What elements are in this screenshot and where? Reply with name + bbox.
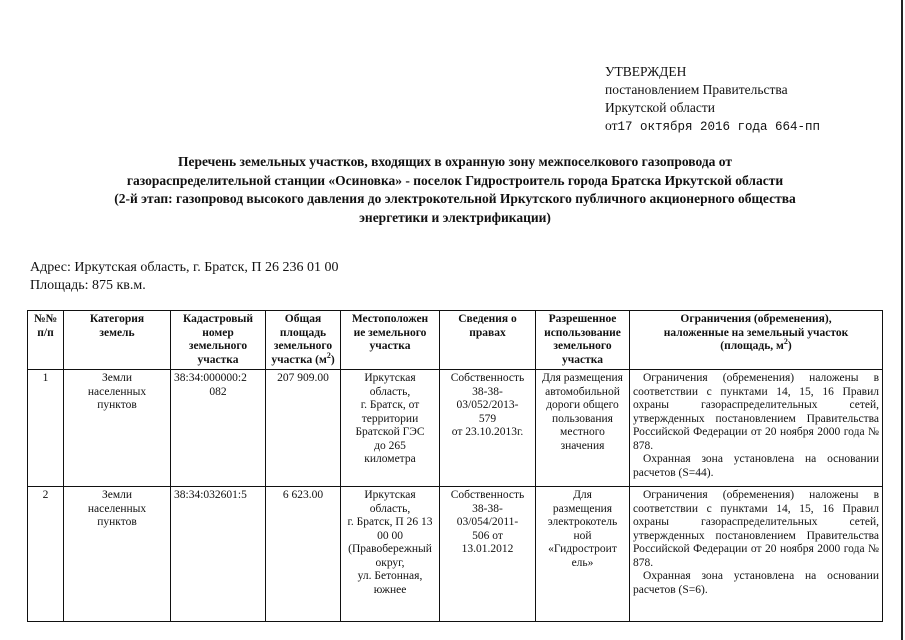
- header-location: [341, 311, 440, 370]
- restriction-text: Ограничения (обременения) наложены в соответствии с пунктами 14, 15, 16 Правил охраны газораспределительных сетей, утвержденных постановлением Правительства Российской Федерации от 20 ноября 2000 года № 878.: [633, 372, 879, 452]
- approval-date: [605, 117, 820, 136]
- restriction-text: Ограничения (обременения) наложены в соответствии с пунктами 14, 15, 16 Правил охраны газораспределительных сетей, утвержденных постановлением Правительства Российской Федерации от 20 ноября 2000 года № 878.: [633, 489, 879, 569]
- cell-line: 00 00: [377, 529, 403, 542]
- header-sup: 2: [783, 337, 788, 347]
- page-edge-line: [901, 0, 903, 640]
- cell-restrictions: [630, 487, 883, 622]
- cell-line: «Гидростроит: [548, 543, 617, 555]
- cell-line: Для: [573, 489, 592, 501]
- table-row: [28, 487, 883, 622]
- header-text: ): [787, 340, 792, 352]
- cell-cadastral: [171, 487, 266, 622]
- cell-line: Собственность: [450, 372, 525, 384]
- address-text: Адрес: Иркутская область, г. Братск, П 26 236 01 00: [30, 260, 339, 275]
- cell-line: пунктов: [97, 516, 137, 528]
- header-line: правах: [469, 326, 506, 339]
- header-line: номер: [202, 326, 234, 339]
- header-category: [64, 311, 171, 370]
- cell-line: область,: [369, 385, 411, 398]
- cell-line: размещения: [552, 502, 613, 515]
- header-line: земельного: [188, 340, 248, 352]
- header-line: Сведения о: [458, 313, 517, 325]
- cell-line: пунктов: [97, 399, 137, 411]
- header-line: п/п: [37, 326, 54, 339]
- cell-location: [341, 487, 440, 622]
- cell-line: ель»: [571, 556, 594, 569]
- title-line: (2-й этап: газопровод высокого давления до электрокотельной Иркутского публичного акционерного общества: [114, 191, 796, 206]
- cell-line: электрокотель: [547, 516, 618, 528]
- header-rights: [440, 311, 536, 370]
- cell-line: от 23.10.2013г.: [451, 426, 524, 438]
- cell-line: пользования: [552, 412, 613, 425]
- cell-line: 03/052/2013-: [456, 399, 519, 411]
- header-use: [536, 311, 630, 370]
- header-line: Общая: [284, 313, 322, 325]
- approval-line: Иркутской области: [605, 100, 716, 115]
- cell-line: Собственность: [450, 489, 525, 501]
- cell-line: местного: [560, 426, 605, 438]
- cell-line: ул. Бетонная,: [357, 570, 423, 582]
- parcels-table: [27, 310, 883, 622]
- area-text: Площадь: 875 кв.м.: [30, 278, 146, 293]
- cell-use: [536, 370, 630, 487]
- cell-line: значения: [560, 439, 605, 452]
- cell-area: 6 623.00: [266, 487, 341, 622]
- header-line-unit: [269, 350, 337, 368]
- title-line: Перечень земельных участков, входящих в охранную зону межпоселкового газопровода от: [177, 154, 732, 169]
- cell-line: 38-38-: [472, 502, 503, 515]
- cell-category: [64, 370, 171, 487]
- header-line: Ограничения (обременения),: [680, 313, 832, 325]
- cell-line: Для размещения: [542, 372, 623, 384]
- cell-line: Иркутская: [364, 372, 416, 384]
- cell-line: 38:34:032601:5: [174, 489, 247, 501]
- table-row: [28, 370, 883, 487]
- cell-line: 38-38-: [472, 385, 503, 398]
- approval-date-prefix: от: [605, 118, 618, 133]
- header-line: наложенные на земельный участок: [663, 326, 849, 339]
- cell-rights: [440, 370, 536, 487]
- header-sup: 2: [326, 350, 331, 360]
- cell-line: территории: [361, 412, 419, 425]
- cell-line: область,: [369, 502, 411, 515]
- cell-category: [64, 487, 171, 622]
- approval-date-value: 17 октября 2016 года 664-пп: [617, 120, 821, 134]
- cell-line: до 265: [374, 439, 406, 452]
- cell-line: ной: [573, 529, 592, 542]
- cell-restrictions: [630, 370, 883, 487]
- approval-block: [605, 63, 820, 136]
- cell-line: 506 от: [472, 529, 503, 542]
- document-title: [40, 153, 870, 227]
- header-line: участка: [562, 353, 603, 366]
- header-area: [266, 311, 341, 370]
- cell-use: [536, 487, 630, 622]
- cell-line: г. Братск, П 26 13: [347, 516, 433, 528]
- restriction-zone: Охранная зона установлена на основании расчетов (S=44).: [633, 453, 879, 479]
- cell-line: Земли: [101, 372, 133, 384]
- cell-line: автомобильной: [545, 385, 620, 398]
- cell-line: населенных: [87, 385, 147, 398]
- restriction-zone: Охранная зона установлена на основании расчетов (S=6).: [633, 570, 879, 596]
- cell-line: округ,: [375, 556, 405, 569]
- title-line: газораспределительной станции «Осиновка» - поселок Гидростроитель города Братска Иркутской области: [126, 172, 784, 188]
- header-line: Разрешенное: [548, 313, 617, 325]
- cell-line: 082: [209, 385, 227, 398]
- header-text: ): [330, 353, 335, 366]
- approval-heading: УТВЕРЖДЕН: [605, 64, 687, 79]
- header-text: (площадь, м: [720, 340, 784, 352]
- cell-rights: [440, 487, 536, 622]
- approval-line: постановлением Правительства: [605, 82, 788, 97]
- cell-line: южнее: [373, 583, 407, 596]
- header-restrictions: [630, 311, 883, 370]
- parcel-meta: [30, 259, 339, 295]
- cell-num: 2: [28, 487, 64, 622]
- table-header-row: [28, 311, 883, 370]
- cell-line: 03/054/2011-: [456, 516, 519, 528]
- cell-line: (Правобережный: [348, 543, 432, 555]
- cell-line: дороги общего: [546, 399, 619, 411]
- header-line: Местоположен: [351, 313, 429, 325]
- title-line: энергетики и электрификации): [359, 209, 551, 225]
- header-text: участка (м: [271, 353, 327, 366]
- header-line: Кадастровый: [182, 313, 254, 325]
- header-num: [28, 311, 64, 370]
- header-cadastral: [171, 311, 266, 370]
- header-line: земель: [99, 326, 135, 339]
- cell-line: 13.01.2012: [461, 543, 514, 555]
- cell-line: Земли: [101, 489, 133, 501]
- cell-line: километра: [364, 453, 416, 465]
- cell-location: [341, 370, 440, 487]
- cell-line: населенных: [87, 502, 147, 515]
- header-line-unit: [633, 337, 879, 354]
- cell-line: Братской ГЭС: [355, 426, 425, 438]
- header-line: участка: [369, 340, 411, 352]
- cell-line: г. Братск, от: [360, 399, 420, 411]
- cell-line: 579: [478, 412, 497, 425]
- header-line: ие земельного: [353, 326, 427, 339]
- header-line: Категория: [89, 313, 145, 325]
- header-line: участка: [197, 353, 239, 366]
- cell-area: 207 909.00: [266, 370, 341, 487]
- header-line: земельного: [553, 340, 612, 352]
- header-line: площадь: [279, 326, 327, 339]
- cell-num: 1: [28, 370, 64, 487]
- cell-line: 38:34:000000:2: [174, 372, 247, 384]
- cell-line: Иркутская: [364, 489, 416, 501]
- header-line: №№: [33, 313, 58, 325]
- header-line: использование: [544, 326, 621, 339]
- cell-cadastral: [171, 370, 266, 487]
- header-line: земельного: [273, 340, 333, 352]
